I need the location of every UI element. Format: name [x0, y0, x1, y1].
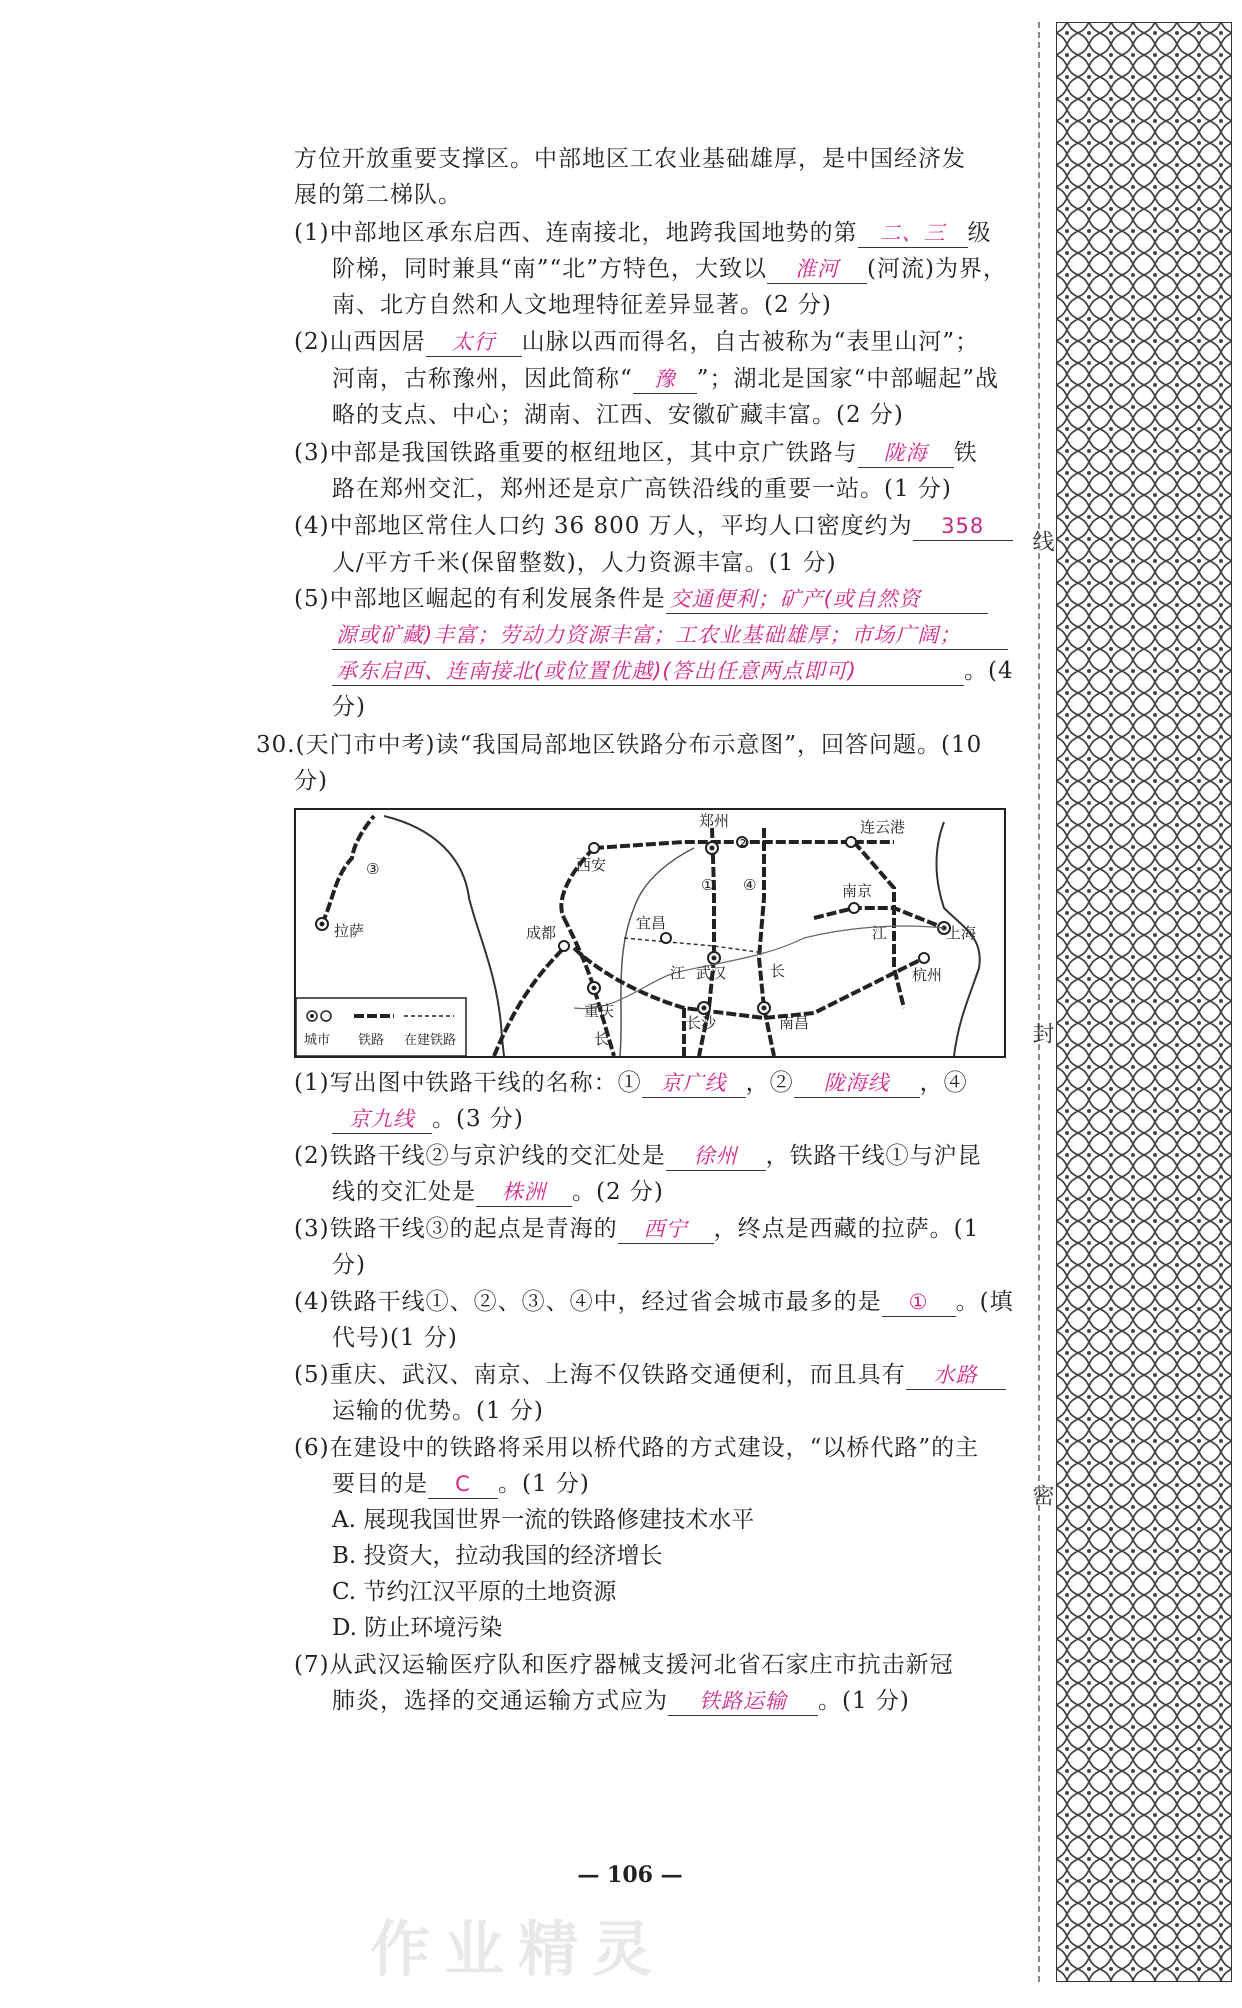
legend-labels	[304, 1032, 456, 1048]
legend-city-symbol-2	[321, 1011, 331, 1021]
q30-2-text-b: ，铁路干线①与沪昆	[765, 1143, 982, 1169]
decorative-border-strip	[1056, 22, 1232, 1982]
q29-1-line3: 南、北方自然和人文地理特征差异显著。(2 分)	[332, 292, 832, 318]
q29-2-text-a: (2)山西因居	[294, 329, 426, 355]
label-marker-1: ①	[701, 876, 715, 894]
legend-building-label: 在建铁路	[404, 1033, 457, 1048]
q29-2-line2	[332, 364, 999, 394]
q29-4-line1	[294, 511, 1013, 541]
q29-4-line2: 人/平方千米(保留整数)，人力资源丰富。(1 分)	[332, 550, 837, 576]
railway-map	[294, 808, 1006, 1058]
q29-1-answer-2: 淮河	[767, 255, 867, 284]
intro-line-2: 展的第二梯队。	[294, 182, 462, 208]
q30-6-option-c: C. 节约江汉平原的土地资源	[332, 1579, 617, 1605]
q29-2-answer-1: 太行	[426, 328, 522, 357]
q30-header-line1: 30.(天门市中考)读“我国局部地区铁路分布示意图”，回答问题。(10	[256, 732, 983, 758]
q29-3-line2: 路在郑州交汇，郑州还是京广高铁沿线的重要一站。(1 分)	[332, 476, 952, 502]
label-nanjing: 南京	[842, 882, 873, 900]
q30-5-line1	[294, 1360, 1006, 1390]
q30-3-text-b: ，终点是西藏的拉萨。(1	[713, 1216, 980, 1242]
q29-3-text-a: (3)中部是我国铁路重要的枢纽地区，其中京广铁路与	[294, 440, 858, 466]
q30-3-answer-1: 西宁	[618, 1215, 714, 1244]
watermark-text: 作业精灵	[370, 1915, 666, 1985]
q29-2-line1	[294, 327, 979, 357]
q30-2-text-a: (2)铁路干线②与京沪线的交汇处是	[294, 1143, 666, 1169]
label-shanghai: 上海	[946, 924, 977, 942]
q29-1-text-d: (河流)为界，	[867, 256, 1007, 282]
q30-header-line2: 分)	[294, 768, 328, 794]
city-lhasa-center	[320, 922, 325, 927]
q30-6-option-d: D. 防止环境污染	[332, 1615, 503, 1641]
q29-3-text-b: 铁	[953, 440, 978, 466]
city-changsha-center	[702, 1006, 707, 1011]
q29-5-line3	[332, 656, 1014, 686]
q30-1-answer-3: 京九线	[332, 1105, 432, 1134]
q30-4-line1	[294, 1287, 1014, 1317]
label-lhasa: 拉萨	[334, 922, 365, 940]
q30-1-text-d: 。(3 分)	[432, 1106, 524, 1132]
label-changsha: 长沙	[686, 1014, 717, 1032]
q29-5-text-b: 。(4	[964, 658, 1014, 684]
city-xian-dot	[589, 843, 599, 853]
q30-7-line2	[332, 1686, 910, 1716]
q29-5-answer-1: 交通便利；矿产(或自然资	[666, 585, 988, 614]
q29-2-line3: 略的支点、中心；湖南、江西、安徽矿藏丰富。(2 分)	[332, 402, 904, 428]
q30-6-line2	[332, 1469, 590, 1499]
q30-1-line2	[332, 1104, 524, 1134]
q30-7-answer-1: 铁路运输	[668, 1687, 818, 1716]
side-label-xian: 线	[1029, 530, 1054, 552]
q29-5-answer-3: 承东启西、连南接北(或位置优越)(答出任意两点即可)	[332, 657, 964, 686]
city-nanjing-dot	[849, 903, 859, 913]
city-chongqing-center	[592, 986, 597, 991]
q30-4-text-a: (4)铁路干线①、②、③、④中，经过省会城市最多的是	[294, 1289, 882, 1315]
q30-4-answer-1: ①	[882, 1288, 956, 1317]
q30-3-line2: 分)	[332, 1252, 366, 1278]
q30-7-text-c: 。(1 分)	[818, 1688, 910, 1714]
side-label-mi: 密	[1029, 1484, 1054, 1506]
label-wuhan: 武汉	[696, 964, 727, 982]
q29-5-text-a: (5)中部地区崛起的有利发展条件是	[294, 586, 666, 612]
label-chengdu: 成都	[526, 924, 557, 942]
q30-7-line1: (7)从武汉运输医疗队和医疗器械支援河北省石家庄市抗击新冠	[294, 1652, 954, 1678]
q30-5-text-a: (5)重庆、武汉、南京、上海不仅铁路交通便利，而且具有	[294, 1362, 906, 1388]
label-marker-2: ②	[736, 834, 750, 852]
label-hangzhou: 杭州	[912, 966, 943, 984]
q30-2-answer-1: 徐州	[666, 1142, 766, 1171]
q29-4-answer-1: 358	[913, 512, 1013, 541]
q30-4-text-b: 。(填	[955, 1289, 1014, 1315]
q30-3-line1	[294, 1214, 979, 1244]
q30-1-answer-2: 陇海线	[794, 1069, 920, 1098]
city-nanchang-center	[762, 1006, 767, 1011]
label-zhengzhou: 郑州	[699, 812, 730, 830]
q29-1-line1	[294, 218, 992, 248]
intro-line-1: 方位开放重要支撑区。中部地区工农业基础雄厚，是中国经济发	[294, 146, 966, 172]
q29-5-line4: 分)	[332, 694, 366, 720]
q30-2-line1	[294, 1141, 982, 1171]
label-river-chang2: 长	[594, 1030, 610, 1048]
q29-1-text-c: 阶梯，同时兼具“南”“北”方特色，大致以	[332, 256, 768, 282]
q29-2-text-d: ”；湖北是国家“中部崛起”战	[696, 366, 1000, 392]
label-river-chang1: 长	[770, 962, 786, 980]
q29-3-line1	[294, 438, 978, 468]
label-nanchang: 南昌	[779, 1014, 810, 1032]
q30-2-text-c: 线的交汇处是	[332, 1179, 476, 1205]
q30-1-text-b: ，②	[745, 1070, 794, 1096]
q30-6-option-b: B. 投资大，拉动我国的经济增长	[332, 1543, 663, 1569]
q29-5-line1	[294, 584, 988, 614]
city-lianyungang-dot	[846, 837, 856, 847]
q30-1-answer-1: 京广线	[642, 1069, 746, 1098]
label-marker-3: ③	[366, 860, 380, 878]
q29-1-answer-1: 二、三	[858, 219, 968, 248]
q30-6-line1: (6)在建设中的铁路将采用以桥代路的方式建设，“以桥代路”的主	[294, 1435, 980, 1461]
q30-6-text-c: 。(1 分)	[498, 1471, 590, 1497]
q30-2-line2	[332, 1177, 664, 1207]
label-yichang: 宜昌	[636, 914, 667, 932]
legend-city-symbol-dot	[310, 1014, 314, 1018]
city-wuhan-center	[712, 956, 717, 961]
q30-6-text-b: 要目的是	[332, 1471, 428, 1497]
q30-1-text-a: (1)写出图中铁路干线的名称：①	[294, 1070, 642, 1096]
side-label-feng: 封	[1029, 1022, 1054, 1044]
city-chengdu-dot	[559, 941, 569, 951]
q29-2-answer-2: 豫	[633, 365, 697, 394]
q29-1-text-b: 级	[967, 220, 992, 246]
q30-7-text-b: 肺炎，选择的交通运输方式应为	[332, 1688, 668, 1714]
q30-2-text-d: 。(2 分)	[572, 1179, 664, 1205]
q29-5-line2	[332, 620, 1008, 650]
q30-6-answer-1: C	[428, 1470, 498, 1499]
q30-1-text-c: ，④	[919, 1070, 968, 1096]
legend-railway-label: 铁路	[358, 1033, 385, 1048]
q29-2-text-b: 山脉以西而得名，自古被称为“表里山河”；	[521, 329, 980, 355]
label-lianyungang: 连云港	[860, 818, 906, 836]
label-xian: 西安	[576, 856, 607, 874]
q29-5-answer-2: 源或矿藏)丰富；劳动力资源丰富；工农业基础雄厚；市场广阔；	[332, 621, 1008, 650]
city-yichang-dot	[661, 933, 671, 943]
q30-6-option-a: A. 展现我国世界一流的铁路修建技术水平	[332, 1507, 755, 1533]
label-river-jiang2: 江	[670, 964, 686, 982]
city-zhengzhou-center	[710, 846, 715, 851]
q29-2-text-c: 河南，古称豫州，因此简称“	[332, 366, 633, 392]
q30-1-line1	[294, 1068, 968, 1098]
q30-2-answer-2: 株洲	[476, 1178, 572, 1207]
label-marker-4: ④	[743, 876, 757, 894]
city-hangzhou-dot	[919, 953, 929, 963]
page-number: — 106 —	[577, 1862, 683, 1888]
q29-1-line2	[332, 254, 1007, 284]
q29-4-text-a: (4)中部地区常住人口约 36 800 万人，平均人口密度约为	[294, 513, 913, 539]
q30-4-line2: 代号)(1 分)	[332, 1325, 458, 1351]
q29-1-text-a: (1)中部地区承东启西、连南接北，地跨我国地势的第	[294, 220, 858, 246]
q29-3-answer-1: 陇海	[858, 439, 954, 468]
label-chongqing: 重庆	[584, 1002, 615, 1020]
binding-dashed-line	[1038, 22, 1040, 1982]
q30-3-text-a: (3)铁路干线③的起点是青海的	[294, 1216, 618, 1242]
label-river-jiang1: 江	[872, 924, 888, 942]
q30-5-line2: 运输的优势。(1 分)	[332, 1398, 544, 1424]
legend-city-label: 城市	[304, 1033, 331, 1048]
q30-5-answer-1: 水路	[906, 1361, 1006, 1390]
